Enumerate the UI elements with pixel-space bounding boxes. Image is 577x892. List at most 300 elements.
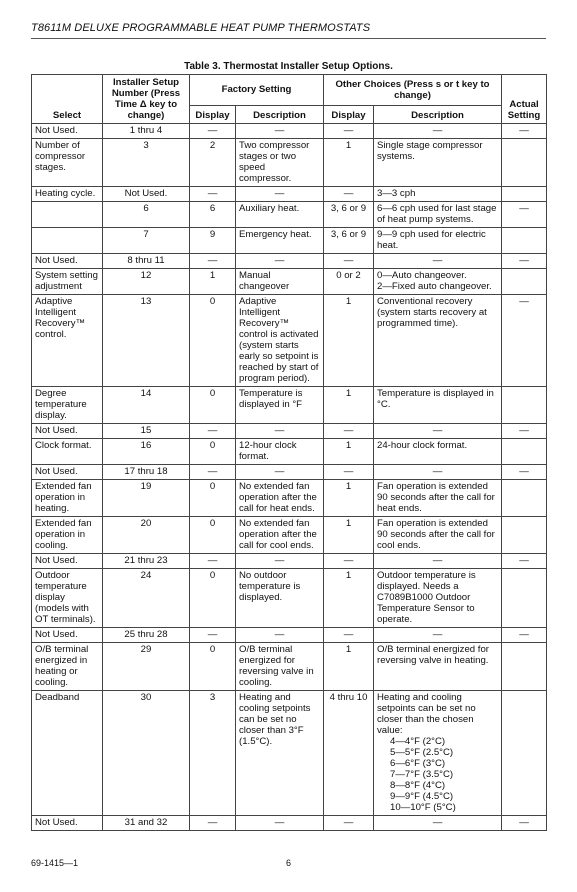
- table-row: [32, 569, 547, 628]
- cell-text: Not Used.: [35, 555, 78, 566]
- row-actual-setting-cell: [502, 643, 547, 691]
- cell-text: 16: [140, 440, 152, 451]
- cell-text: 0 or 2: [336, 270, 361, 281]
- row-number-cell: [103, 691, 190, 816]
- cell-text: No extended fan operation after the call for cool ends.: [239, 518, 317, 551]
- row-actual-setting-cell: [502, 254, 547, 269]
- row-factory-description-cell: [236, 295, 324, 387]
- row-other-display-cell: [324, 643, 374, 691]
- document-header-title: T8611M DELUXE PROGRAMMABLE HEAT PUMP THERMOSTATS: [31, 22, 371, 34]
- row-select-cell: [32, 517, 103, 554]
- cell-text: —: [343, 555, 354, 566]
- cell-text: —: [432, 255, 443, 266]
- deadband-option: 5—5°F (2.5°C): [390, 747, 454, 758]
- footer-page-number: 6: [285, 858, 291, 868]
- cell-text: 19: [140, 481, 152, 492]
- row-select-cell: [32, 254, 103, 269]
- cell-text: 1: [345, 644, 352, 655]
- cell-text: System setting adjustment: [35, 270, 98, 292]
- cell-text: Two compressor stages or two speed compressor.: [239, 140, 310, 184]
- row-number-cell: [103, 628, 190, 643]
- cell-text: —: [207, 629, 218, 640]
- row-actual-setting-cell: [502, 816, 547, 831]
- row-factory-description-cell: [236, 554, 324, 569]
- row-factory-description-cell: [236, 816, 324, 831]
- cell-text: 12-hour clock format.: [239, 440, 297, 462]
- cell-text: —: [274, 425, 285, 436]
- row-select-cell: [32, 269, 103, 295]
- cell-text: 30: [140, 692, 152, 703]
- header-actual-setting: Actual Setting: [502, 75, 547, 124]
- row-number-cell: [103, 517, 190, 554]
- row-actual-setting-cell: [502, 480, 547, 517]
- row-actual-setting-cell: [502, 439, 547, 465]
- row-select-cell: [32, 202, 103, 228]
- row-factory-display-cell: [190, 295, 236, 387]
- cell-text: —: [519, 629, 529, 640]
- cell-text: Fan operation is extended 90 seconds after the call for heat ends.: [377, 481, 495, 514]
- cell-text: —: [519, 425, 529, 436]
- cell-text: —: [432, 125, 443, 136]
- row-number-cell: [103, 228, 190, 254]
- row-factory-description-cell: [236, 187, 324, 202]
- row-select-cell: [32, 295, 103, 387]
- row-number-cell: [103, 465, 190, 480]
- table-row: [32, 269, 547, 295]
- cell-text: —: [207, 817, 218, 828]
- cell-text: 0: [209, 440, 216, 451]
- table-row: [32, 228, 547, 254]
- cell-text: 4 thru 10: [329, 692, 368, 703]
- row-factory-display-cell: [190, 439, 236, 465]
- cell-text: —: [519, 125, 529, 136]
- cell-text: —: [519, 466, 529, 477]
- cell-text: Number of compressor stages.: [35, 140, 86, 173]
- cell-text: —: [343, 629, 354, 640]
- cell-text: Temperature is displayed in °F: [239, 388, 303, 410]
- row-select-cell: [32, 228, 103, 254]
- cell-text: —: [274, 125, 285, 136]
- cell-text: 1 thru 4: [129, 125, 163, 136]
- header-other-display: Display: [324, 105, 374, 123]
- row-other-display-cell: [324, 424, 374, 439]
- row-other-display-cell: [324, 254, 374, 269]
- row-select-cell: [32, 643, 103, 691]
- cell-text: Heating and cooling setpoints can be set no closer than 3°F (1.5°C).: [239, 692, 311, 747]
- row-other-display-cell: [324, 569, 374, 628]
- row-actual-setting-cell: [502, 228, 547, 254]
- row-factory-description-cell: [236, 691, 324, 816]
- deadband-option: 10—10°F (5°C): [390, 802, 456, 813]
- table-body: [32, 124, 547, 831]
- row-other-description-cell: [374, 124, 502, 139]
- row-other-display-cell: [324, 628, 374, 643]
- table-row: [32, 480, 547, 517]
- header-factory-setting: Factory Setting: [190, 75, 324, 106]
- cell-text: No outdoor temperature is displayed.: [239, 570, 301, 603]
- cell-text: Heating cycle.: [35, 188, 96, 199]
- header-select: Select: [32, 75, 103, 124]
- row-select-cell: [32, 816, 103, 831]
- header-rule: [31, 38, 546, 39]
- cell-text: 1: [345, 296, 352, 307]
- row-other-description-cell: [374, 480, 502, 517]
- row-factory-display-cell: [190, 269, 236, 295]
- cell-text: 9: [209, 229, 216, 240]
- cell-text: —: [519, 255, 529, 266]
- cell-text: Clock format.: [35, 440, 92, 451]
- row-factory-display-cell: [190, 554, 236, 569]
- cell-text: Not Used.: [35, 125, 78, 136]
- row-other-description-cell: [374, 439, 502, 465]
- row-factory-description-cell: [236, 124, 324, 139]
- cell-text: 0: [209, 296, 216, 307]
- row-other-description-cell: [374, 816, 502, 831]
- table-row: [32, 139, 547, 187]
- table-row: [32, 465, 547, 480]
- cell-text: —: [274, 255, 285, 266]
- table-row: [32, 628, 547, 643]
- cell-text: 25 thru 28: [124, 629, 168, 640]
- cell-text: —: [207, 188, 218, 199]
- row-factory-description-cell: [236, 628, 324, 643]
- row-other-description-cell: [374, 465, 502, 480]
- row-factory-display-cell: [190, 254, 236, 269]
- row-factory-description-cell: [236, 643, 324, 691]
- cell-text: 31 and 32: [124, 817, 168, 828]
- cell-text: Single stage compressor systems.: [377, 140, 483, 162]
- description-line: 2—Fixed auto changeover.: [377, 281, 492, 292]
- cell-text: 6: [209, 203, 216, 214]
- row-number-cell: [103, 139, 190, 187]
- row-factory-display-cell: [190, 517, 236, 554]
- header-other-description: Description: [374, 105, 502, 123]
- row-actual-setting-cell: [502, 517, 547, 554]
- cell-text: 1: [345, 570, 352, 581]
- row-other-description-cell: [374, 139, 502, 187]
- table-row: [32, 643, 547, 691]
- row-select-cell: [32, 439, 103, 465]
- row-select-cell: [32, 480, 103, 517]
- cell-text: 1: [345, 440, 352, 451]
- row-other-display-cell: [324, 124, 374, 139]
- row-factory-description-cell: [236, 139, 324, 187]
- deadband-option: 7—7°F (3.5°C): [390, 769, 454, 780]
- row-other-description-cell: [374, 254, 502, 269]
- row-other-display-cell: [324, 139, 374, 187]
- row-other-description-cell: [374, 628, 502, 643]
- row-factory-description-cell: [236, 202, 324, 228]
- cell-text: —: [207, 255, 218, 266]
- table-row: [32, 202, 547, 228]
- cell-text: —: [343, 466, 354, 477]
- cell-text: 20: [140, 518, 152, 529]
- row-number-cell: [103, 816, 190, 831]
- row-factory-description-cell: [236, 439, 324, 465]
- cell-text: —: [519, 817, 529, 828]
- cell-text: No extended fan operation after the call for heat ends.: [239, 481, 317, 514]
- cell-text: 17 thru 18: [124, 466, 168, 477]
- table-row: [32, 517, 547, 554]
- row-factory-display-cell: [190, 228, 236, 254]
- cell-text: —: [207, 125, 218, 136]
- row-other-display-cell: [324, 295, 374, 387]
- table-row: [32, 424, 547, 439]
- table-caption: Table 3. Thermostat Installer Setup Options.: [184, 61, 393, 72]
- table-row: [32, 295, 547, 387]
- cell-text: —: [432, 629, 443, 640]
- row-number-cell: [103, 124, 190, 139]
- cell-text: 0: [209, 481, 216, 492]
- cell-text: Adaptive Intelligent Recovery™ control.: [35, 296, 86, 340]
- row-factory-description-cell: [236, 517, 324, 554]
- row-factory-display-cell: [190, 139, 236, 187]
- row-other-description-cell: [374, 295, 502, 387]
- row-other-display-cell: [324, 387, 374, 424]
- row-factory-display-cell: [190, 202, 236, 228]
- row-actual-setting-cell: [502, 124, 547, 139]
- cell-text: 6—6 cph used for last stage of heat pump systems.: [377, 203, 497, 225]
- cell-text: 2: [209, 140, 216, 151]
- row-actual-setting-cell: [502, 269, 547, 295]
- footer-doc-number: 69-1415—1: [31, 858, 79, 868]
- cell-text: —: [343, 125, 354, 136]
- row-number-cell: [103, 569, 190, 628]
- row-factory-display-cell: [190, 124, 236, 139]
- row-actual-setting-cell: [502, 554, 547, 569]
- row-other-display-cell: [324, 816, 374, 831]
- row-factory-display-cell: [190, 387, 236, 424]
- table-row: [32, 387, 547, 424]
- cell-text: Emergency heat.: [239, 229, 312, 240]
- row-factory-description-cell: [236, 387, 324, 424]
- cell-text: —: [274, 629, 285, 640]
- row-number-cell: [103, 269, 190, 295]
- description-line: 0—Auto changeover.: [377, 270, 467, 281]
- row-factory-display-cell: [190, 816, 236, 831]
- row-actual-setting-cell: [502, 187, 547, 202]
- row-factory-display-cell: [190, 465, 236, 480]
- cell-text: 1: [345, 388, 352, 399]
- row-actual-setting-cell: [502, 424, 547, 439]
- row-other-description-cell: [374, 424, 502, 439]
- row-other-display-cell: [324, 517, 374, 554]
- row-actual-setting-cell: [502, 139, 547, 187]
- row-other-display-cell: [324, 554, 374, 569]
- row-factory-display-cell: [190, 628, 236, 643]
- row-factory-description-cell: [236, 424, 324, 439]
- row-other-display-cell: [324, 202, 374, 228]
- cell-text: —: [207, 425, 218, 436]
- cell-text: 21 thru 23: [124, 555, 168, 566]
- cell-text: Extended fan operation in cooling.: [35, 518, 92, 551]
- table-row: [32, 439, 547, 465]
- row-actual-setting-cell: [502, 387, 547, 424]
- row-other-description-cell: [374, 554, 502, 569]
- cell-text: 1: [345, 481, 352, 492]
- cell-text: 24-hour clock format.: [377, 440, 468, 451]
- row-factory-display-cell: [190, 187, 236, 202]
- cell-text: Manual changeover: [239, 270, 290, 292]
- cell-text: 3, 6 or 9: [330, 229, 367, 240]
- row-factory-description-cell: [236, 254, 324, 269]
- cell-text: 13: [140, 296, 152, 307]
- cell-text: Not Used.: [35, 255, 78, 266]
- row-actual-setting-cell: [502, 691, 547, 816]
- row-number-cell: [103, 295, 190, 387]
- cell-text: 1: [345, 518, 352, 529]
- table-row: [32, 816, 547, 831]
- row-actual-setting-cell: [502, 628, 547, 643]
- cell-text: —: [343, 188, 354, 199]
- cell-text: 14: [140, 388, 152, 399]
- header-other-choices: Other Choices (Press s or t key to change): [324, 75, 502, 106]
- cell-text: 0: [209, 570, 216, 581]
- row-factory-description-cell: [236, 569, 324, 628]
- row-other-display-cell: [324, 187, 374, 202]
- row-select-cell: [32, 424, 103, 439]
- cell-text: —: [519, 203, 529, 214]
- row-select-cell: [32, 628, 103, 643]
- cell-text: 7: [143, 229, 149, 240]
- row-other-display-cell: [324, 269, 374, 295]
- row-select-cell: [32, 554, 103, 569]
- row-select-cell: [32, 691, 103, 816]
- cell-text: Not Used.: [35, 817, 78, 828]
- row-actual-setting-cell: [502, 202, 547, 228]
- cell-text: Adaptive Intelligent Recovery™ control is activated (system starts early so setpoint is reached by start of program period).: [239, 296, 319, 384]
- cell-text: Not Used.: [35, 466, 78, 477]
- cell-text: —: [207, 466, 218, 477]
- row-other-description-cell: [374, 228, 502, 254]
- row-number-cell: [103, 480, 190, 517]
- cell-text: 1: [345, 140, 352, 151]
- deadband-option: 4—4°F (2°C): [390, 736, 446, 747]
- deadband-option: 6—6°F (3°C): [390, 758, 446, 769]
- cell-text: 3: [143, 140, 149, 151]
- row-actual-setting-cell: [502, 295, 547, 387]
- cell-text: 0: [209, 388, 216, 399]
- row-select-cell: [32, 465, 103, 480]
- cell-text: 8 thru 11: [127, 255, 165, 266]
- cell-text: —: [274, 188, 285, 199]
- cell-text: Not Used.: [35, 425, 78, 436]
- cell-text: 3—3 cph: [377, 188, 416, 199]
- row-select-cell: [32, 124, 103, 139]
- table-row: [32, 554, 547, 569]
- row-select-cell: [32, 187, 103, 202]
- cell-text: —: [519, 555, 529, 566]
- row-number-cell: [103, 424, 190, 439]
- row-other-display-cell: [324, 439, 374, 465]
- cell-text: —: [274, 817, 285, 828]
- cell-text: —: [343, 425, 354, 436]
- row-factory-display-cell: [190, 569, 236, 628]
- cell-text: 15: [140, 425, 152, 436]
- cell-text: —: [343, 255, 354, 266]
- cell-text: Degree temperature display.: [35, 388, 87, 421]
- cell-text: Not Used.: [35, 629, 78, 640]
- row-number-cell: [103, 439, 190, 465]
- row-factory-description-cell: [236, 269, 324, 295]
- cell-text: 3: [209, 692, 216, 703]
- row-factory-display-cell: [190, 643, 236, 691]
- cell-text: O/B terminal energized in heating or cooling.: [35, 644, 89, 688]
- cell-text: 6: [143, 203, 149, 214]
- row-number-cell: [103, 202, 190, 228]
- cell-text: —: [207, 555, 218, 566]
- cell-text: Fan operation is extended 90 seconds after the call for cool ends.: [377, 518, 495, 551]
- row-other-display-cell: [324, 691, 374, 816]
- cell-text: Outdoor temperature is displayed. Needs a C7089B1000 Outdoor Temperature Sensor to operate.: [377, 570, 476, 625]
- cell-text: —: [519, 296, 529, 307]
- row-factory-display-cell: [190, 424, 236, 439]
- row-select-cell: [32, 387, 103, 424]
- cell-text: —: [274, 555, 285, 566]
- row-select-cell: [32, 139, 103, 187]
- row-other-description-cell: [374, 691, 502, 816]
- cell-text: —: [274, 466, 285, 477]
- table-row: [32, 254, 547, 269]
- table-row: [32, 187, 547, 202]
- cell-text: Conventional recovery (system starts recovery at programmed time).: [377, 296, 487, 329]
- row-other-description-cell: [374, 517, 502, 554]
- row-other-description-cell: [374, 387, 502, 424]
- installer-setup-table: [31, 74, 547, 831]
- cell-text: 12: [140, 270, 152, 281]
- cell-text: Auxiliary heat.: [239, 203, 300, 214]
- row-actual-setting-cell: [502, 465, 547, 480]
- header-installer-number: Installer Setup Number (Press Time Δ key to change): [103, 75, 190, 124]
- cell-text: O/B terminal energized for reversing valve in heating.: [377, 644, 489, 666]
- cell-text: —: [432, 466, 443, 477]
- cell-text: —: [432, 555, 443, 566]
- row-number-cell: [103, 387, 190, 424]
- cell-text: Extended fan operation in heating.: [35, 481, 92, 514]
- row-other-display-cell: [324, 480, 374, 517]
- row-number-cell: [103, 254, 190, 269]
- row-number-cell: [103, 643, 190, 691]
- row-other-display-cell: [324, 465, 374, 480]
- row-other-description-cell: [374, 202, 502, 228]
- row-factory-display-cell: [190, 691, 236, 816]
- table-row: [32, 124, 547, 139]
- cell-text: Heating and cooling setpoints can be set no closer than the chosen value:: [377, 692, 476, 736]
- cell-text: 0: [209, 518, 216, 529]
- row-number-cell: [103, 187, 190, 202]
- cell-text: O/B terminal energized for reversing valve in cooling.: [239, 644, 314, 688]
- row-select-cell: [32, 569, 103, 628]
- cell-text: —: [432, 817, 443, 828]
- row-factory-description-cell: [236, 228, 324, 254]
- cell-text: 3, 6 or 9: [330, 203, 367, 214]
- row-factory-display-cell: [190, 480, 236, 517]
- cell-text: 24: [140, 570, 152, 581]
- row-factory-description-cell: [236, 480, 324, 517]
- deadband-option: 8—8°F (4°C): [390, 780, 446, 791]
- header-factory-description: Description: [236, 105, 324, 123]
- cell-text: Deadband: [35, 692, 80, 703]
- row-number-cell: [103, 554, 190, 569]
- cell-text: —: [432, 425, 443, 436]
- cell-text: —: [343, 817, 354, 828]
- row-other-description-cell: [374, 569, 502, 628]
- row-factory-description-cell: [236, 465, 324, 480]
- row-other-description-cell: [374, 643, 502, 691]
- cell-text: 9—9 cph used for electric heat.: [377, 229, 486, 251]
- cell-text: Outdoor temperature display (models with OT terminals).: [35, 570, 96, 625]
- header-factory-display: Display: [190, 105, 236, 123]
